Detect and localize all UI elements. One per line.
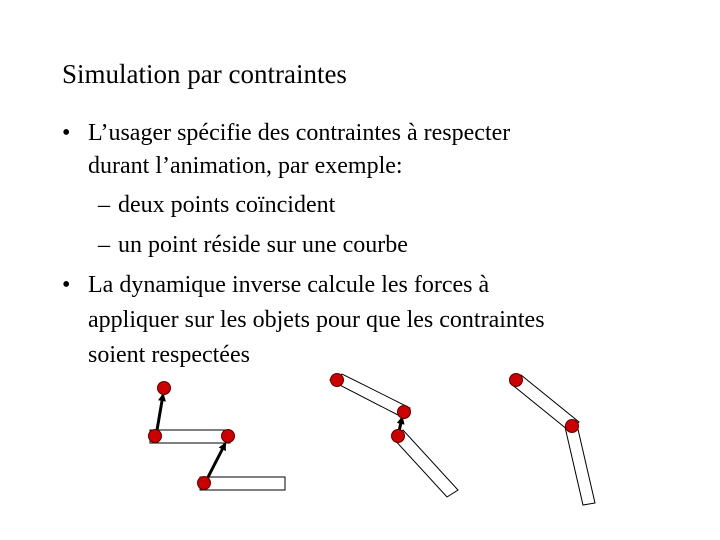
bar-end-point-7 — [510, 374, 523, 387]
bullet-marker-1: • — [62, 120, 71, 146]
bar-end-point-2 — [222, 430, 235, 443]
bar-end-point-1 — [149, 430, 162, 443]
bar-end-point-4 — [331, 374, 344, 387]
bar-end-point-5 — [398, 406, 411, 419]
bullet-2-line-3: soient respectées — [88, 342, 250, 368]
bullet-2-line-1: La dynamique inverse calcule les forces à — [88, 272, 490, 298]
subitem-marker-1: – — [98, 192, 110, 218]
panel-final — [510, 374, 596, 506]
panel-initial-with-forces — [149, 382, 286, 491]
subitem-1-text: deux points coïncident — [118, 192, 336, 218]
upper-bar — [150, 430, 230, 443]
subitem-marker-2: – — [98, 232, 110, 258]
bullet-1-line-2: durant l’animation, par exemple: — [88, 153, 403, 179]
bullet-2-line-2: appliquer sur les objets pour que les contraintes — [88, 307, 545, 333]
bar-end-point-3 — [198, 477, 211, 490]
bullet-marker-2: • — [62, 272, 71, 298]
bullet-1-line-1: L’usager spécifie des contraintes à respecter — [88, 120, 511, 146]
coincident-point — [566, 420, 579, 433]
panel-intermediate — [330, 374, 458, 498]
final-lower-bar — [565, 425, 595, 505]
lower-bar — [200, 477, 285, 490]
target-point-1 — [158, 382, 171, 395]
bar-end-point-6 — [392, 430, 405, 443]
slide-title: Simulation par contraintes — [62, 59, 347, 89]
subitem-2-text: un point réside sur une courbe — [118, 232, 408, 258]
